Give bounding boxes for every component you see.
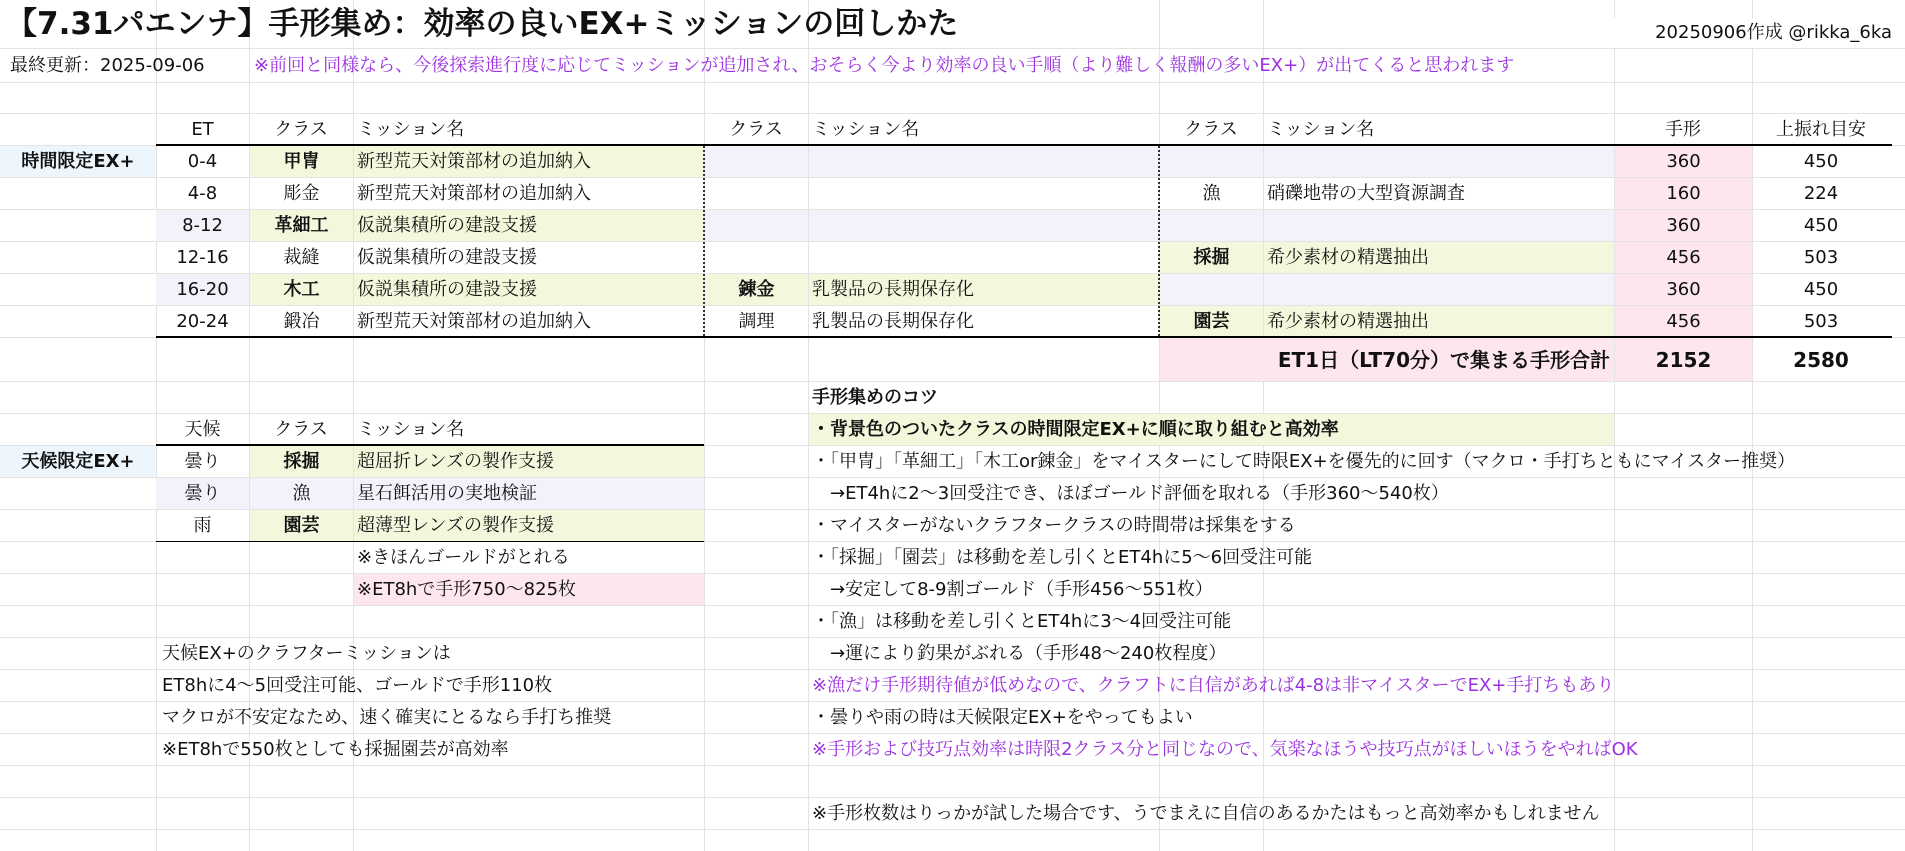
header-et: ET [191,118,214,140]
table-cell-class [705,146,808,177]
table-cell-class: 彫金 [283,182,320,204]
table-cell-scrip: 360 [1615,210,1752,241]
table-cell-mission: 仮説集積所の建設支援 [354,274,704,305]
tips-line: ・曇りや雨の時は天候限定EX+をやってもよい [812,706,1193,728]
table-cell-et: 8-12 [156,210,249,241]
table-cell-weather: 曇り [156,478,249,509]
table-cell-class: 革細工 [250,210,353,241]
weather-note-scrip: ※ET8hで手形750〜825枚 [354,574,704,605]
table-cell-mission [1264,146,1614,177]
tips-line: ・マイスターがないクラフタークラスの時間帯は採集をする [812,514,1296,536]
tips-title: 手形集めのコツ [812,386,938,408]
tips-line: ・「採掘」「園芸」は移動を差し引くとET4hに5〜6回受注可能 [812,546,1313,568]
table-cell-mission: 星石餌活用の実地検証 [354,478,704,509]
table-cell-mission [1264,210,1614,241]
header-upside: 上振れ目安 [1776,118,1866,140]
header-mission-1: ミッション名 [357,118,465,140]
table-cell-mission: 硝礫地帯の大型資源調査 [1267,182,1465,204]
table-cell-scrip: 160 [1615,178,1752,209]
header-class-1: クラス [274,118,328,140]
table-cell-et: 0-4 [187,150,218,172]
tips-line: ・「漁」は移動を差し引くとET4hに3〜4回受注可能 [812,610,1232,632]
table-cell-mission [1264,274,1614,305]
tips-line: →安定して8-9割ゴールド（手形456〜551枚） [812,578,1213,600]
table-cell-mission [809,242,1159,273]
top-note: ※前回と同様なら、今後探索進行度に応じてミッションが追加され、おそらく今より効率の良い手順（より難しく報酬の多いEX+）が出てくると思われます [254,54,1515,76]
weather-note-line: ET8hに4〜5回受注可能、ゴールドで手形110枚 [162,674,553,696]
table-cell-mission [809,146,1159,177]
table-cell-mission: 希少素材の精選抽出 [1264,242,1614,273]
table-divider [1158,146,1160,336]
table-cell-class [705,210,808,241]
table-cell-weather: 曇り [184,450,221,472]
table-cell-et: 20-24 [176,310,229,332]
weather-note-line: マクロが不安定なため、速く確実にとるなら手打ち推奨 [162,706,612,728]
table-cell-scrip: 456 [1615,242,1752,273]
weather-note-gold: ※きほんゴールドがとれる [357,546,570,568]
table-cell-mission [809,210,1159,241]
section-label-time-limited: 時間限定EX+ [0,146,156,177]
table-cell-class: 木工 [250,274,353,305]
tips-line: ※手形枚数はりっかが試した場合です、うでまえに自信のあるかたはもっと高効率かもしれません [812,802,1600,824]
table-cell-mission: 新型荒天対策部材の追加納入 [357,182,591,204]
table-cell-mission: 超薄型レンズの製作支援 [354,510,704,541]
table-cell-mission: 希少素材の精選抽出 [1264,306,1614,337]
table-cell-upside: 450 [1803,214,1839,236]
table-cell-scrip: 456 [1615,306,1752,337]
table-cell-class: 鍛冶 [283,310,320,332]
table-cell-et: 16-20 [156,274,249,305]
tips-line: →運により釣果がぶれる（手形48〜240枚程度） [812,642,1227,664]
table-cell-class: 漁 [1202,182,1221,204]
table-cell-mission: 新型荒天対策部材の追加納入 [357,310,591,332]
page-title: 【7.31パエンナ】手形集め：効率の良いEX+ミッションの回しかた [6,5,959,42]
table-cell-class: 錬金 [705,274,808,305]
table-cell-class: 採掘 [250,446,353,477]
table-cell-et: 12-16 [176,246,229,268]
table-cell-class: 漁 [250,478,353,509]
tips-line: ※手形および技巧点効率は時限2クラス分と同じなので、気楽なほうや技巧点がほしいほうをやればOK [812,738,1638,760]
header-scrip: 手形 [1665,118,1701,140]
total-upside: 2580 [1793,347,1849,372]
header-mission-2: ミッション名 [812,118,920,140]
table-cell-upside: 503 [1803,246,1839,268]
header-weather-mission: ミッション名 [357,418,465,440]
table-cell-class: 甲冑 [250,146,353,177]
header-weather-class: クラス [274,418,328,440]
author-note: 20250906作成 @rikka_6ka [1500,18,1892,48]
table-cell-et: 4-8 [187,182,218,204]
header-class-3: クラス [1184,118,1238,140]
table-cell-class [1160,274,1263,305]
total-label: ET1日（LT70分）で集まる手形合計 [1160,338,1614,381]
table-cell-class [1160,210,1263,241]
table-cell-upside: 450 [1803,278,1839,300]
table-cell-class [1160,146,1263,177]
weather-note-line: 天候EX+のクラフターミッションは [162,642,451,664]
tips-line: →ET4hに2〜3回受注でき、ほぼゴールド評価を取れる（手形360〜540枚） [812,482,1449,504]
header-mission-3: ミッション名 [1267,118,1375,140]
last-updated: 最終更新：2025-09-06 [10,54,205,76]
table-cell-class: 調理 [738,310,775,332]
table-cell-class [705,242,808,273]
table-cell-scrip: 360 [1615,274,1752,305]
tips-line: ・「甲冑」「革細工」「木工or錬金」をマイスターにして時限EX+を優先的に回す（マクロ・手打ちともにマイスター推奨） [812,450,1796,472]
table-cell-mission [809,178,1159,209]
table-cell-weather: 雨 [193,514,212,536]
tips-lead: ・背景色のついたクラスの時間限定EX+に順に取り組むと高効率 [809,414,1614,445]
table-cell-class: 採掘 [1160,242,1263,273]
tips-line: ※漁だけ手形期待値が低めなので、クラフトに自信があれば4-8は非マイスターでEX+手打ちもあり [812,674,1615,696]
table-cell-mission: 超屈折レンズの製作支援 [354,446,704,477]
table-cell-upside: 224 [1803,182,1839,204]
table-cell-class: 園芸 [1160,306,1263,337]
table-cell-mission: 仮説集積所の建設支援 [357,246,537,268]
total-scrip: 2152 [1615,338,1752,381]
table-cell-mission: 乳製品の長期保存化 [809,274,1159,305]
weather-note-line: ※ET8hで550枚としても採掘園芸が高効率 [162,738,509,760]
table-divider [703,146,705,336]
table-cell-class [705,178,808,209]
table-cell-scrip: 360 [1615,146,1752,177]
header-class-2: クラス [729,118,783,140]
table-cell-mission: 新型荒天対策部材の追加納入 [354,146,704,177]
section-label-weather-limited: 天候限定EX+ [0,446,156,477]
table-cell-upside: 450 [1803,150,1839,172]
table-cell-class: 園芸 [250,510,353,541]
table-cell-mission: 乳製品の長期保存化 [812,310,974,332]
table-cell-upside: 503 [1803,310,1839,332]
table-cell-class: 裁縫 [283,246,320,268]
header-weather: 天候 [184,418,221,440]
table-cell-mission: 仮説集積所の建設支援 [354,210,704,241]
